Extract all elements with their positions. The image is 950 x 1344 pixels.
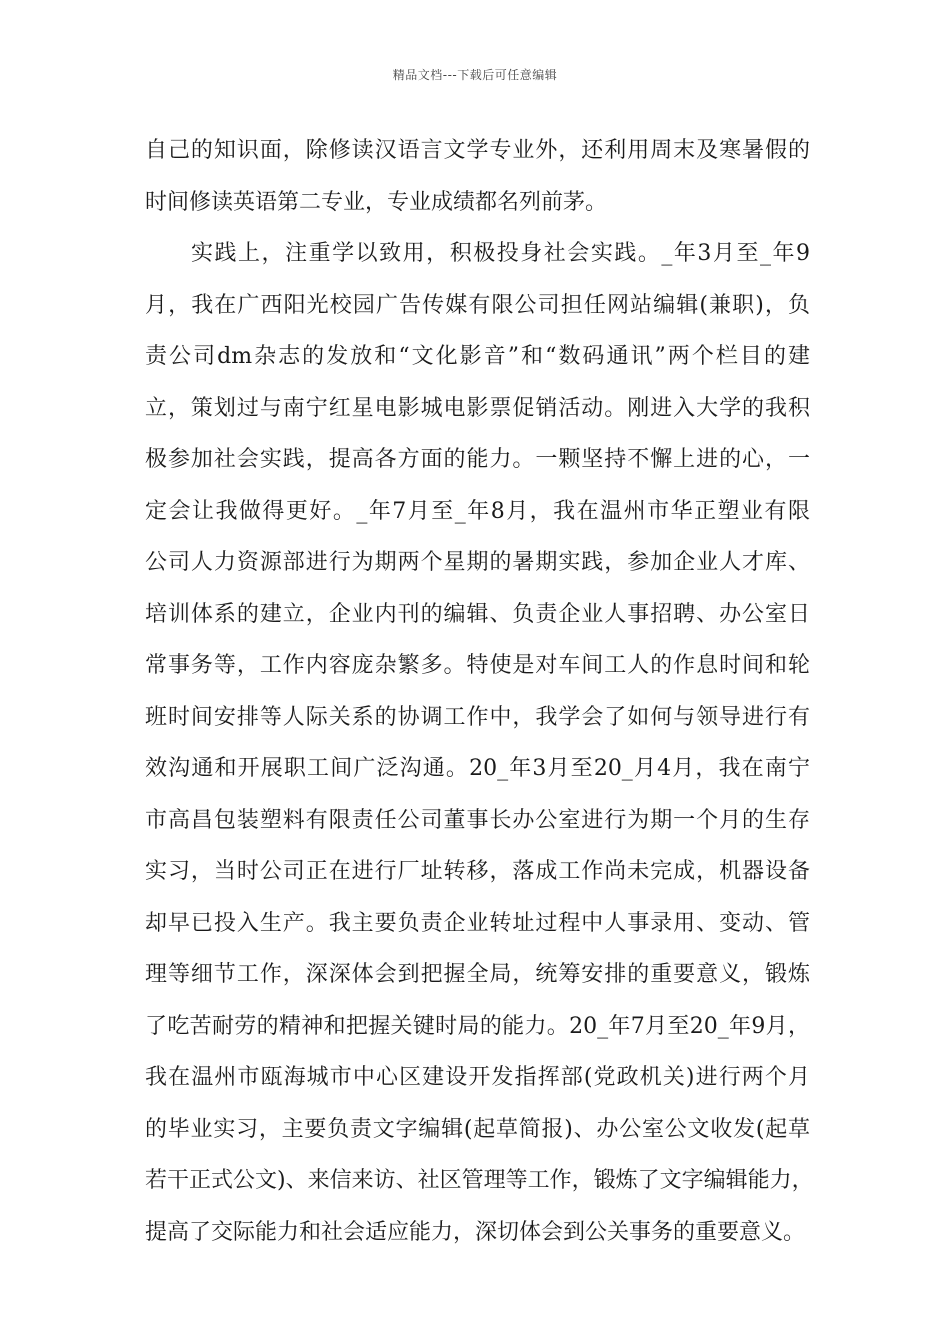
paragraph-2-line-18: 的毕业实习，主要负责文字编辑(起草简报)、办公室公文收发(起草 bbox=[145, 1116, 810, 1142]
paragraph-2-line-11: 效沟通和开展职工间广泛沟通。20_年3月至20_月4月，我在南宁 bbox=[145, 756, 810, 781]
paragraph-2-line-6: 定会让我做得更好。_年7月至_年8月，我在温州市华正塑业有限 bbox=[145, 498, 810, 524]
paragraph-2-line-20: 提高了交际能力和社会适应能力，深切体会到公关事务的重要意义。 bbox=[145, 1219, 806, 1245]
page-header: 精品文档---下载后可任意编辑 bbox=[392, 68, 558, 82]
paragraph-2-line-8: 培训体系的建立，企业内刊的编辑、负责企业人事招聘、办公室日 bbox=[145, 601, 810, 627]
paragraph-2-line-19: 若干正式公文)、来信来访、社区管理等工作，锻炼了文字编辑能力， bbox=[145, 1168, 814, 1193]
paragraph-2-line-5: 极参加社会实践，提高各方面的能力。一颗坚持不懈上进的心，一 bbox=[145, 447, 810, 472]
paragraph-2-line-2: 月，我在广西阳光校园广告传媒有限公司担任网站编辑(兼职)，负 bbox=[145, 292, 810, 318]
paragraph-2-line-15: 理等细节工作，深深体会到把握全局，统筹安排的重要意义，锻炼 bbox=[145, 962, 810, 987]
paragraph-2-line-4: 立，策划过与南宁红星电影城电影票促销活动。刚进入大学的我积 bbox=[145, 395, 810, 421]
body-text bbox=[145, 130, 814, 1263]
paragraph-2-line-13: 实习，当时公司正在进行厂址转移，落成工作尚未完成，机器设备 bbox=[145, 859, 810, 884]
paragraph-2-line-16: 了吃苦耐劳的精神和把握关键时局的能力。20_年7月至20_年9月， bbox=[145, 1013, 810, 1039]
paragraph-2-line-14: 却早已投入生产。我主要负责企业转址过程中人事录用、变动、管 bbox=[145, 910, 810, 936]
paragraph-2-line-10: 班时间安排等人际关系的协调工作中，我学会了如何与领导进行有 bbox=[145, 704, 810, 730]
paragraph-1-line-1: 自己的知识面，除修读汉语言文学专业外，还利用周末及寒暑假的 bbox=[145, 138, 810, 163]
paragraph-2-line-12: 市高昌包装塑料有限责任公司董事长办公室进行为期一个月的生存 bbox=[145, 807, 810, 833]
paragraph-2-line-17: 我在温州市瓯海城市中心区建设开发指挥部(党政机关)进行两个月 bbox=[145, 1065, 810, 1090]
paragraph-2-line-9: 常事务等，工作内容庞杂繁多。特使是对车间工人的作息时间和轮 bbox=[145, 653, 810, 678]
paragraph-2-line-3: 责公司dm杂志的发放和“文化影音”和“数码通讯”两个栏目的建 bbox=[145, 344, 810, 369]
paragraph-2-line-1: 实践上，注重学以致用，积极投身社会实践。_年3月至_年9 bbox=[191, 241, 810, 266]
paragraph-1-line-2: 时间修读英语第二专业，专业成绩都名列前茅。 bbox=[145, 189, 608, 215]
paragraph-2-line-7: 公司人力资源部进行为期两个星期的暑期实践，参加企业人才库、 bbox=[145, 550, 810, 575]
